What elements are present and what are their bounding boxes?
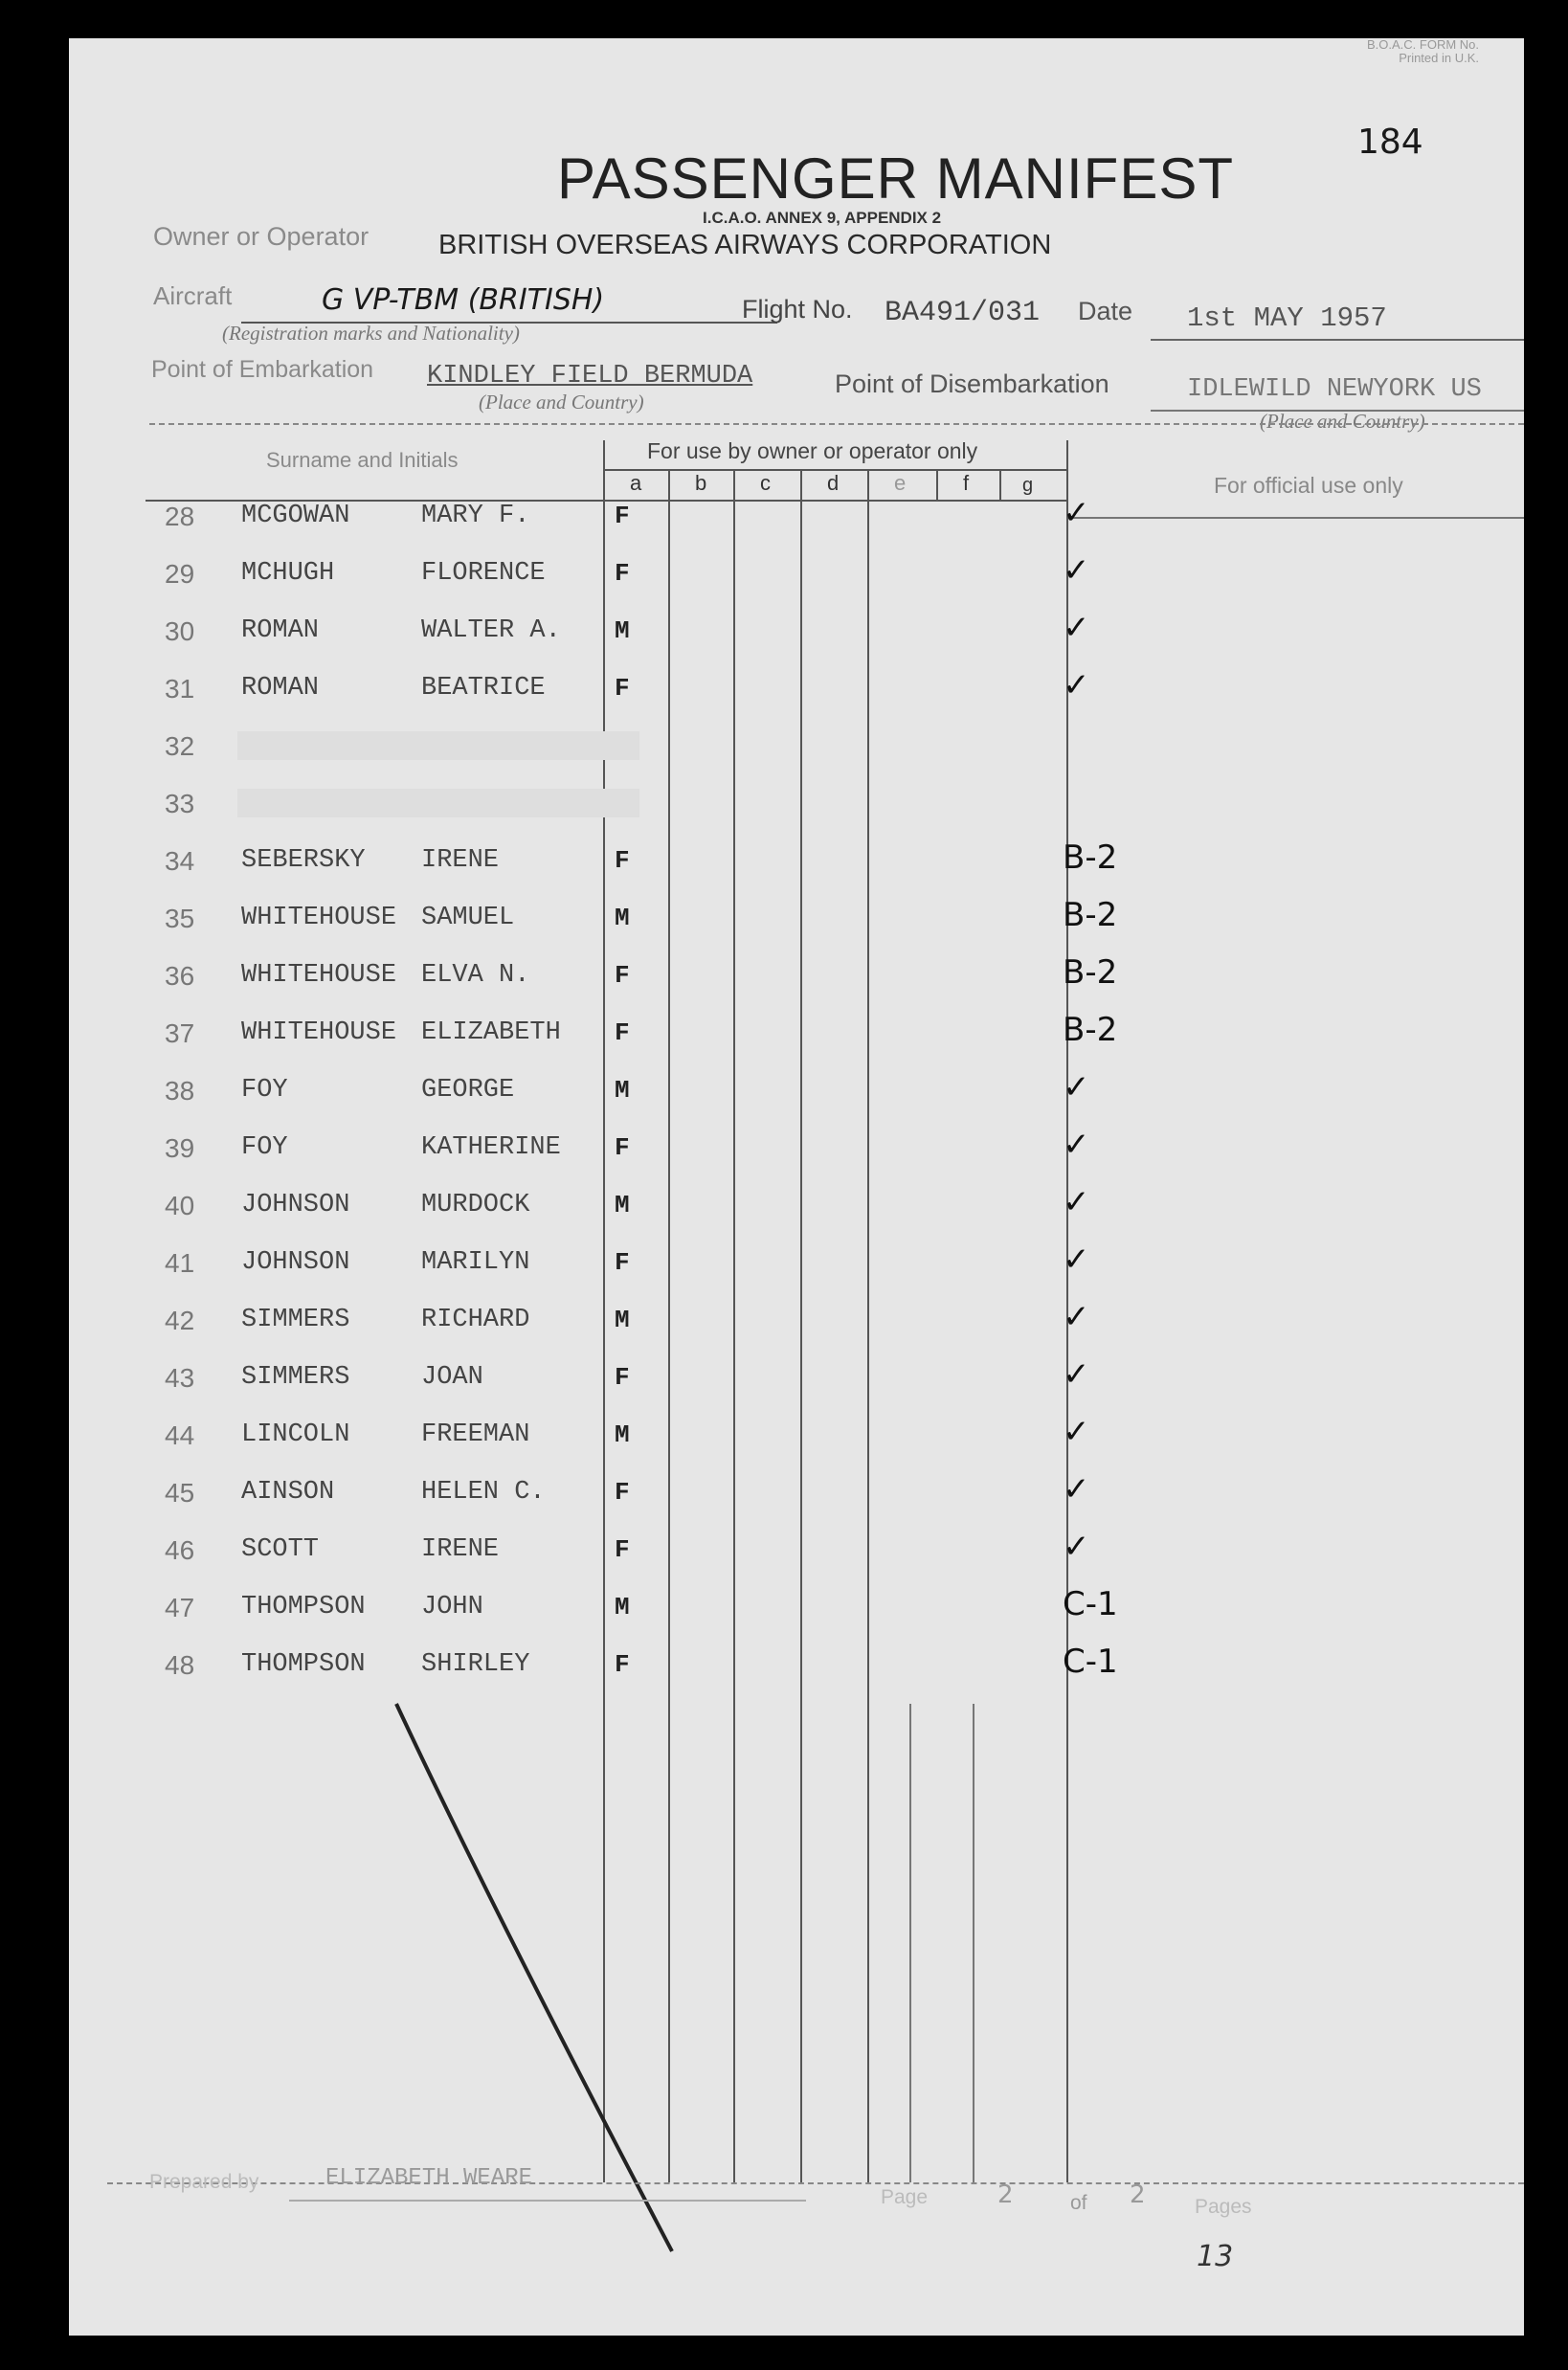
subcol-d: d xyxy=(827,471,840,495)
sex: F xyxy=(615,1650,630,1679)
surname: MCGOWAN xyxy=(241,502,350,530)
first-name: BEATRICE xyxy=(421,674,546,703)
row-number: 48 xyxy=(165,1650,195,1680)
table-row xyxy=(69,835,1524,892)
printed-in: Printed in U.K. xyxy=(1399,51,1480,65)
sex: M xyxy=(615,616,630,645)
official-mark: B-2 xyxy=(1063,838,1118,877)
first-name: IRENE xyxy=(421,846,500,875)
sex: F xyxy=(615,1478,630,1507)
row-number: 40 xyxy=(165,1191,195,1220)
row-number: 36 xyxy=(165,961,195,991)
first-name: MARY F. xyxy=(421,502,530,530)
surname: WHITEHOUSE xyxy=(241,904,397,932)
flight-value: BA491/031 xyxy=(885,297,1041,329)
table-row xyxy=(69,1007,1524,1064)
embarkation-value: KINDLEY FIELD BERMUDA xyxy=(427,362,753,391)
disembarkation-note: (Place and Country) xyxy=(1260,410,1425,433)
embarkation-label: Point of Embarkation xyxy=(151,356,374,383)
prepared-underline xyxy=(289,2200,806,2202)
table-row xyxy=(69,1064,1524,1122)
surname: ROMAN xyxy=(241,616,320,645)
official-mark: B-2 xyxy=(1063,1011,1118,1049)
first-name: MURDOCK xyxy=(421,1191,530,1219)
subcol-g: g xyxy=(1022,475,1034,496)
surname: LINCOLN xyxy=(241,1420,350,1449)
official-mark: ✓ xyxy=(1063,666,1090,704)
surname: SEBERSKY xyxy=(241,846,366,875)
page-subtitle: I.C.A.O. ANNEX 9, APPENDIX 2 xyxy=(703,209,942,227)
aircraft-label: Aircraft xyxy=(153,281,233,310)
sex: F xyxy=(615,1535,630,1564)
sex: F xyxy=(615,1018,630,1047)
owner-label: Owner or Operator xyxy=(153,222,370,251)
surname: THOMPSON xyxy=(241,1650,366,1679)
surname: ROMAN xyxy=(241,674,320,703)
first-name: SHIRLEY xyxy=(421,1650,530,1679)
row-number: 30 xyxy=(165,616,195,646)
row-number: 35 xyxy=(165,904,195,933)
row-number: 29 xyxy=(165,559,195,589)
surname: SIMMERS xyxy=(241,1306,350,1334)
row-number: 28 xyxy=(165,502,195,531)
subcol-c: c xyxy=(760,471,771,495)
subcol-e: e xyxy=(894,471,907,495)
embarkation-note: (Place and Country) xyxy=(479,391,644,414)
page-title: PASSENGER MANIFEST xyxy=(557,146,1235,211)
row-number: 38 xyxy=(165,1076,195,1106)
official-mark: ✓ xyxy=(1063,1413,1090,1451)
official-mark: ✓ xyxy=(1063,1068,1090,1107)
col-official-header: For official use only xyxy=(1214,473,1403,498)
surname: MCHUGH xyxy=(241,559,335,588)
row-number: 47 xyxy=(165,1593,195,1622)
owner-value: BRITISH OVERSEAS AIRWAYS CORPORATION xyxy=(438,230,1052,260)
row-number: 44 xyxy=(165,1420,195,1450)
first-name: RICHARD xyxy=(421,1306,530,1334)
table-row xyxy=(69,892,1524,950)
first-name: FREEMAN xyxy=(421,1420,530,1449)
table-top-rule xyxy=(149,423,1524,425)
surname: WHITEHOUSE xyxy=(241,961,397,990)
table-row xyxy=(69,1524,1524,1581)
sex: F xyxy=(615,846,630,875)
row-number: 46 xyxy=(165,1535,195,1565)
prepared-label: Prepared by xyxy=(149,2171,259,2193)
col-owner-header: For use by owner or operator only xyxy=(647,438,978,463)
col-rule-s-left xyxy=(909,1704,911,2182)
row-number: 31 xyxy=(165,674,195,704)
page-label: Page xyxy=(881,2186,929,2208)
table-row xyxy=(69,1122,1524,1179)
official-mark: ✓ xyxy=(1063,609,1090,647)
official-mark: ✓ xyxy=(1063,1298,1090,1336)
sex: F xyxy=(615,1363,630,1392)
official-mark: C-1 xyxy=(1063,1643,1118,1681)
first-name: JOAN xyxy=(421,1363,483,1392)
of-value: 2 xyxy=(1130,2180,1146,2209)
sex: M xyxy=(615,1076,630,1105)
first-name: GEORGE xyxy=(421,1076,515,1105)
row-number: 34 xyxy=(165,846,195,876)
official-mark: ✓ xyxy=(1063,1470,1090,1509)
aircraft-note: (Registration marks and Nationality) xyxy=(222,322,520,345)
table-row xyxy=(69,1409,1524,1466)
first-name: MARILYN xyxy=(421,1248,530,1277)
subcol-f: f xyxy=(963,471,970,495)
first-name: JOHN xyxy=(421,1593,483,1621)
row-number: 39 xyxy=(165,1133,195,1163)
table-row xyxy=(69,490,1524,548)
disembarkation-label: Point of Disembarkation xyxy=(835,369,1109,398)
sex: F xyxy=(615,1133,630,1162)
form-number: B.O.A.C. FORM No. xyxy=(1367,37,1480,52)
sex: F xyxy=(615,559,630,588)
extra-note: 13 xyxy=(1197,2240,1234,2273)
manifest-sheet xyxy=(69,38,1524,2336)
surname: SIMMERS xyxy=(241,1363,350,1392)
first-name: IRENE xyxy=(421,1535,500,1564)
first-name: WALTER A. xyxy=(421,616,561,645)
date-value: 1st MAY 1957 xyxy=(1187,302,1387,334)
redacted-entry xyxy=(237,731,639,760)
table-row xyxy=(69,950,1524,1007)
table-row xyxy=(69,1179,1524,1237)
first-name: HELEN C. xyxy=(421,1478,546,1507)
aircraft-value: G VP-TBM (BRITISH) xyxy=(322,283,605,317)
official-mark: B-2 xyxy=(1063,953,1118,992)
surname: JOHNSON xyxy=(241,1248,350,1277)
sex: F xyxy=(615,502,630,530)
sex: M xyxy=(615,1593,630,1621)
official-mark: B-2 xyxy=(1063,896,1118,934)
sex: M xyxy=(615,1306,630,1334)
row-number: 41 xyxy=(165,1248,195,1278)
date-label: Date xyxy=(1078,297,1133,325)
page-value: 2 xyxy=(997,2180,1014,2209)
surname: FOY xyxy=(241,1133,288,1162)
official-mark: C-1 xyxy=(1063,1585,1118,1623)
sex: F xyxy=(615,961,630,990)
official-mark: ✓ xyxy=(1063,1528,1090,1566)
surname: AINSON xyxy=(241,1478,335,1507)
sex: M xyxy=(615,1191,630,1219)
sex: M xyxy=(615,904,630,932)
sex: M xyxy=(615,1420,630,1449)
official-mark: ✓ xyxy=(1063,1355,1090,1394)
flight-label: Flight No. xyxy=(742,295,853,324)
date-underline xyxy=(1151,339,1524,341)
disembarkation-value: IDLEWILD NEWYORK US xyxy=(1187,375,1482,404)
col-name-header: Surname and Initials xyxy=(266,448,459,472)
row-number: 37 xyxy=(165,1018,195,1048)
subcol-b: b xyxy=(695,471,707,495)
page-number: 184 xyxy=(1357,123,1423,162)
first-name: FLORENCE xyxy=(421,559,546,588)
surname: FOY xyxy=(241,1076,288,1105)
first-name: ELVA N. xyxy=(421,961,530,990)
first-name: KATHERINE xyxy=(421,1133,561,1162)
row-number: 32 xyxy=(165,731,195,761)
table-row xyxy=(69,605,1524,662)
official-mark: ✓ xyxy=(1063,1183,1090,1221)
table-row xyxy=(69,1581,1524,1639)
row-number: 42 xyxy=(165,1306,195,1335)
form-reference xyxy=(1367,38,1479,65)
surname: THOMPSON xyxy=(241,1593,366,1621)
official-mark: ✓ xyxy=(1063,1126,1090,1164)
surname: JOHNSON xyxy=(241,1191,350,1219)
first-name: ELIZABETH xyxy=(421,1018,561,1047)
table-row xyxy=(69,548,1524,605)
table-row xyxy=(69,1237,1524,1294)
subcol-a: a xyxy=(630,471,642,495)
sex: F xyxy=(615,1248,630,1277)
surname: WHITEHOUSE xyxy=(241,1018,397,1047)
of-label: of xyxy=(1070,2192,1087,2214)
col-rule-s-right xyxy=(973,1704,974,2182)
table-row xyxy=(69,1466,1524,1524)
official-mark: ✓ xyxy=(1063,551,1090,590)
pages-label: Pages xyxy=(1195,2196,1252,2218)
row-number: 45 xyxy=(165,1478,195,1508)
official-mark: ✓ xyxy=(1063,1241,1090,1279)
first-name: SAMUEL xyxy=(421,904,515,932)
surname: SCOTT xyxy=(241,1535,320,1564)
redacted-entry xyxy=(237,789,639,817)
sex: F xyxy=(615,674,630,703)
table-row xyxy=(69,1639,1524,1696)
official-mark: ✓ xyxy=(1063,494,1090,532)
table-row xyxy=(69,662,1524,720)
footer-rule xyxy=(107,2182,1524,2184)
prepared-value: ELIZABETH WEARE xyxy=(325,2165,533,2191)
table-row xyxy=(69,1352,1524,1409)
row-number: 33 xyxy=(165,789,195,818)
table-row xyxy=(69,1294,1524,1352)
row-number: 43 xyxy=(165,1363,195,1393)
